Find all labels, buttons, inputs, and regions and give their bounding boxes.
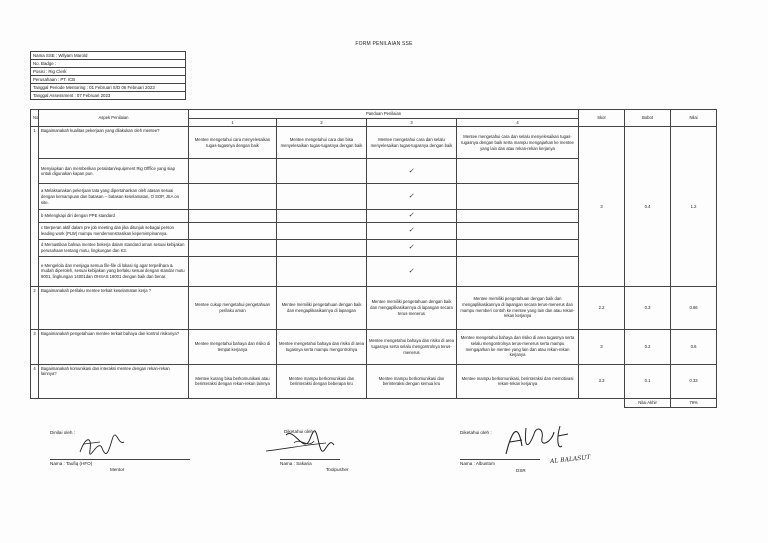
guide-2: Mentee mengetahui bahaya dan risiko di area tugasnya serta mampu mengontrolnya (277, 329, 367, 364)
sub-item-letter: c (41, 225, 44, 231)
total-row (31, 398, 717, 407)
scale-4: 4 (457, 118, 579, 127)
header-bobot: Bobot (625, 110, 671, 127)
guide-3: Mentee mampu berkomunikasi dan berinteraksi dengan semua kru (367, 364, 457, 398)
sig-toolpusher-caption: Diketahui oleh : (284, 429, 316, 434)
signature-toolpusher (280, 425, 430, 475)
sig-dsr-role: DSR (516, 468, 526, 473)
sub-item-text: e Mengelola dan menjaga semua file-file di lokasi rig agar terpelihara & mudah diperoleh, sesuai kebijakan yang berlaku sesuai dengan standar mutu 9001, lingkungan 14001dan OHSAS 18001 dengan baik dan benar. (39, 256, 189, 286)
guide-2: Mentee mampu berkomunikasi dan berinteraksi dengan beberapa kru (277, 364, 367, 398)
sub-item-letter: a (41, 188, 44, 194)
row-aspect: Bagaimanakah perilaku mentee terkait keselamatan kerja ? (39, 286, 189, 329)
row-skor: 3 (579, 127, 625, 286)
info-row (31, 76, 186, 84)
signature-dsr (460, 430, 660, 480)
row-nilai: 0.6 (671, 329, 717, 364)
sub-item-letter: b (41, 213, 44, 219)
sub-item-text: a Melaksanakan pekerjaan tata yang dipertahankan oleh atasan sesuai dengan kemampuan dan batasan -- batasan keselamatan, O SOP, JSA on site. (39, 184, 189, 210)
row-bobot: 0.4 (625, 127, 671, 286)
sig-dsr-name: Nama : Albustom (460, 461, 495, 466)
checkmark-icon: ✓ (407, 212, 416, 220)
checkmark-icon: ✓ (407, 227, 416, 235)
sub-item-text: c Berperan aktif dalam pre job meeting dan jika ditunjuk sebagai person leading work (PLW) mampu mendemonstrasikan kepemimpinannya. (39, 222, 189, 239)
guide-2: Mentee mengetahui cara dan bisa menyelesaikan tugas-tugasnya dengan baik (277, 127, 367, 159)
guide-1: Mentee kurang bisa berkomunikasi atau berinteraksi dengan rekan-rekan lainnya (189, 364, 277, 398)
info-company: Perusahaan : PT. ICB (31, 76, 186, 84)
info-badge: No. Badge : (31, 60, 186, 68)
row-nilai: 1.2 (671, 127, 717, 286)
sub-item-text: d Memastikan bahwa mentee bekerja dalam standard aman sesuai kebijakan perusahaan tentang mutu, lingkungan dan K3. (39, 239, 189, 256)
row-nilai: 0.33 (671, 364, 717, 398)
sig-mentor-caption: Dinilai oleh : (50, 430, 76, 435)
table-row (31, 329, 717, 364)
row-number: 1 (31, 127, 39, 286)
guide-4: Mentee memiliki pengetahuan dengan baik dan mengaplikasikannya di lapangan secara terus-menerus dan mampu memberi contoh ke mentee yang lain dan atau rekan-rekan kerjanya (457, 286, 579, 329)
checkmark-icon: ✓ (407, 244, 416, 252)
row-skor: 2.2 (579, 286, 625, 329)
toolpusher-signature-image (264, 425, 344, 459)
row-number: 2 (31, 286, 39, 329)
signature-line (50, 459, 190, 460)
sig-mentor-name: Nama : Taufiq (HFO) (50, 461, 93, 466)
header-nilai: Nilai (671, 110, 717, 127)
info-position: Posisi : Rig Clerk (31, 68, 186, 76)
dsr-signature-image (500, 420, 590, 460)
sub-item-text: b Melengkapi diri dengan PPE standard (39, 210, 189, 222)
sig-toolpusher-name: Nama : Sakaria (280, 461, 312, 466)
info-row (31, 68, 186, 76)
sig-dsr-caption: Diketahui oleh : (460, 430, 492, 435)
assessment-table (30, 109, 717, 408)
guide-3: Mentee memiliki pengetahuan dengan baik dan mengaplikasikannya di lapangan secara terus-menerus (367, 286, 457, 329)
guide-4: Mentee mengetahui cara dan selalu menyelesaikan tugas-tugasnya dengan baik serta mampu mengajarkan ke mentee yang lain dan atau rekan-rekan kerjanya (457, 127, 579, 159)
scale-2: 2 (277, 118, 367, 127)
table-row (31, 127, 717, 159)
signature-mentor (50, 430, 200, 475)
guide-1: Mentee mengetahui bahaya dan risiko di tempat kerjanya (189, 329, 277, 364)
signature-line (460, 459, 540, 460)
header-no: No (31, 110, 39, 127)
guide-4: Mentee mampu berkomunikasi, berinteraksi dan memotivasi rekan-rekan kerjanya (457, 364, 579, 398)
row-aspect: Bagaimanakah kualitas pekerjaan yang dilakukan oleh mentee? (39, 127, 189, 159)
mentee-info-table (30, 51, 186, 100)
guide-4: Mentee mengetahui bahaya dan risiko di area tugasnya serta selalu mengontrolnya terus-menerus serta mampu mengajarkan ke mentee yang lain dan atau rekan-rekan kerjanya (457, 329, 579, 364)
row-bobot: 0.2 (625, 329, 671, 364)
scale-1: 1 (189, 118, 277, 127)
checkmark-icon: ✓ (407, 167, 416, 175)
row-number: 4 (31, 364, 39, 398)
row-skor: 3.3 (579, 364, 625, 398)
guide-1: Mentee mengetahui cara menyelesaikan tugas-tugasnya dengan baik (189, 127, 277, 159)
info-row (31, 52, 186, 60)
mentor-signature-image (78, 432, 128, 460)
checkmark-icon: ✓ (407, 267, 416, 275)
info-row (31, 92, 186, 100)
info-mentoring-period: Tanggal Periode Mentoring : 01 Februari S/D 06 Februari 2023 (31, 84, 186, 92)
sub-item-letter: e (41, 262, 44, 268)
total-label: Nilai Akhir (625, 398, 671, 407)
guide-1: Mentee cukup mengetahui pengetahuan perilaku aman (189, 286, 277, 329)
info-name: Nama SSE : Wilyam Marold (31, 52, 186, 60)
row-skor: 3 (579, 329, 625, 364)
sub-item-letter: d (41, 242, 44, 248)
info-row (31, 60, 186, 68)
row-bobot: 0.3 (625, 286, 671, 329)
row-nilai: 0.66 (671, 286, 717, 329)
checkmark-icon: ✓ (407, 193, 416, 201)
header-guide: Panduan Penilaian (189, 110, 579, 119)
guide-3: Mentee mengetahui bahaya dan risiko di area tugasnya serta selalu mengontrolnya terus-menerus (367, 329, 457, 364)
row-number: 3 (31, 329, 39, 364)
sig-mentor-role: Mentor (110, 467, 125, 472)
table-header-row (31, 110, 717, 119)
header-skor: Skor (579, 110, 625, 127)
sub-item-text: Menyiapkan dan memberikan peralatan/equipment Rig Offfice yang siap untuk digunakan kapan pun. (39, 159, 189, 184)
guide-2: Mentee memiliki pengetahuan dengan baik dan mengaplikasikannya di lapangan (277, 286, 367, 329)
signature-line (280, 459, 340, 460)
form-title: FORM PENILAIAN SSE (355, 41, 413, 47)
dsr-handwritten-name: AL BALASUT (549, 453, 591, 466)
info-row (31, 84, 186, 92)
sig-toolpusher-role: Toolpusher (326, 467, 349, 472)
scale-3: 3 (367, 118, 457, 127)
row-aspect: Bagaimanakah pengetahuan mentee terkait bahaya dan kontrol risikonya? (39, 329, 189, 364)
table-row (31, 286, 717, 329)
total-value: 79% (671, 398, 717, 407)
row-aspect: Bagaimanakah komunikasi dan interaksi mentee dengan rekan-rekan lainnya? (39, 364, 189, 398)
row-bobot: 0.1 (625, 364, 671, 398)
guide-3: Mentee mengetahui cara dan selalu menyelesaikan tugas-tugasnya dengan baik (367, 127, 457, 159)
table-row (31, 364, 717, 398)
info-assessment-date: Tanggal Assessment : 07 Februari 2023 (31, 92, 186, 100)
header-aspect: Aspek Penilaian (39, 110, 189, 127)
